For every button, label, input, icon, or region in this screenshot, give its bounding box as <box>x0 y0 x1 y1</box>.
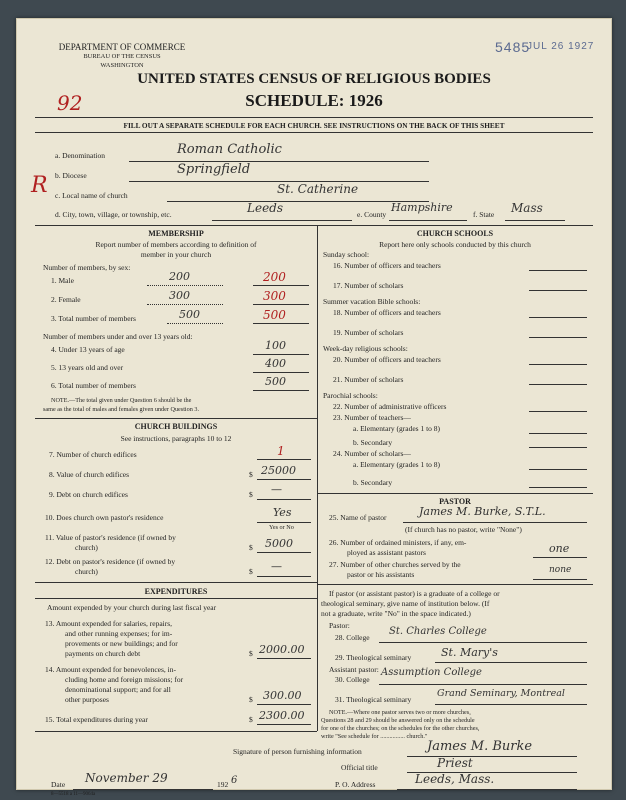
q13-value[interactable]: 2000.00 <box>259 643 305 656</box>
assistant-pastor-sublabel: Assistant pastor: <box>329 665 379 674</box>
county-label: e. County <box>357 210 387 219</box>
city-value[interactable]: Leeds <box>247 201 284 215</box>
q29-label: 29. Theological seminary <box>335 653 412 662</box>
graduate-note-2: theological seminary, give name of institution below. (If <box>321 599 490 608</box>
pastor-note-3: for one of the churches; on the schedules for the other churches, <box>321 725 480 732</box>
diocese-label: b. Diocese <box>55 171 87 180</box>
official-title-label: Official title <box>341 763 378 772</box>
q31-value[interactable]: Grand Seminary, Montreal <box>437 688 565 699</box>
graduate-note-1: If pastor (or assistant pastor) is a graduate of a college or <box>329 589 500 598</box>
po-address-value[interactable]: Leeds, Mass. <box>415 772 495 786</box>
q11-value[interactable]: 5000 <box>265 537 293 550</box>
membership-note-2: same as the total of males and females given under Question 3. <box>43 406 200 413</box>
q26-label: 26. Number of ordained ministers, if any, em- <box>329 538 467 547</box>
q26-value[interactable]: one <box>549 542 570 555</box>
q9-value[interactable]: — <box>271 483 282 496</box>
q18-label: 18. Number of officers and teachers <box>333 308 441 317</box>
date-year-prefix: 192 <box>217 780 229 789</box>
q10-value[interactable]: Yes <box>273 506 292 519</box>
stamp-number: 5485 <box>495 39 531 55</box>
q1-male-value[interactable]: 200 <box>263 270 286 284</box>
q31-label: 31. Theological seminary <box>335 695 412 704</box>
q2-label: 2. Female <box>51 295 81 304</box>
q24-label: 24. Number of scholars— <box>333 449 411 458</box>
q6-label: 6. Total number of members <box>51 381 136 390</box>
q13-dollar: $ <box>249 649 253 658</box>
membership-note-1: NOTE.—The total given under Question 6 should be the <box>51 397 192 404</box>
dept-name: DEPARTMENT OF COMMERCE <box>58 42 186 52</box>
q5-value[interactable]: 400 <box>265 357 286 370</box>
expenditures-heading: EXPENDITURES <box>144 587 208 596</box>
date-label: Date <box>51 780 66 789</box>
q14-value[interactable]: 300.00 <box>263 689 302 702</box>
q12-dollar: $ <box>249 567 253 576</box>
sunday-school-label: Sunday school: <box>323 250 370 259</box>
q14-label-3: denominational support; and for all <box>65 685 171 694</box>
q27-value[interactable]: none <box>549 565 572 575</box>
yes-no-caption: Yes or No <box>269 524 294 531</box>
summer-school-label: Summer vacation Bible schools: <box>323 297 421 306</box>
q22-label: 22. Number of administrative officers <box>333 402 447 411</box>
q7-label: 7. Number of church edifices <box>49 450 137 459</box>
q15-dollar: $ <box>249 715 253 724</box>
q14-label-2: cluding home and foreign missions; for <box>65 675 184 684</box>
q25-label: 25. Name of pastor <box>329 513 387 522</box>
membership-intro-1: Report number of members according to definition of <box>95 240 257 249</box>
city-name: WASHINGTON <box>100 62 144 69</box>
q8-dollar: $ <box>249 470 253 479</box>
q13-label-3: provements or new buildings; and for <box>65 639 178 648</box>
denomination-value[interactable]: Roman Catholic <box>177 142 282 157</box>
q3-draft: 500 <box>179 308 200 321</box>
buildings-subheading: See instructions, paragraphs 10 to 12 <box>120 434 232 443</box>
red-mark-r: R <box>31 173 48 198</box>
q11-dollar: $ <box>249 543 253 552</box>
schools-heading: CHURCH SCHOOLS <box>416 229 494 238</box>
department-heading <box>57 43 187 70</box>
q30-label: 30. College <box>335 675 370 684</box>
q8-label: 8. Value of church edifices <box>49 470 130 479</box>
q3-label: 3. Total number of members <box>51 314 136 323</box>
q5-label: 5. 13 years old and over <box>51 363 124 372</box>
instruction-line: FILL OUT A SEPARATE SCHEDULE FOR EACH CHURCH. SEE INSTRUCTIONS ON THE BACK OF THIS SHEET <box>123 121 505 130</box>
q14-dollar: $ <box>249 695 253 704</box>
po-address-label: P. O. Address <box>335 780 376 789</box>
parochial-school-label: Parochial schools: <box>323 391 378 400</box>
q6-value[interactable]: 500 <box>265 375 286 388</box>
q23-label: 23. Number of teachers— <box>333 413 411 422</box>
q15-value[interactable]: 2300.00 <box>259 709 305 722</box>
received-date-stamp: JUL 26 1927 <box>527 41 595 52</box>
pastor-note-1: NOTE.—Where one pastor serves two or more churches, <box>329 709 471 716</box>
form-number: 8—5518 a 11—9064a <box>51 792 96 797</box>
q28-value[interactable]: St. Charles College <box>389 626 487 637</box>
state-label: f. State <box>473 210 495 219</box>
date-value[interactable]: November 29 <box>85 771 168 785</box>
q14-label-4: other purposes <box>65 695 109 704</box>
q14-label: 14. Amount expended for benevolences, in- <box>45 665 177 674</box>
age-label: Number of members under and over 13 years old: <box>43 332 193 341</box>
q13-label-2: and other running expenses; for im- <box>65 629 173 638</box>
q8-value[interactable]: 25000 <box>261 464 296 477</box>
q24b-label: b. Secondary <box>353 478 393 487</box>
q1-draft: 200 <box>169 270 190 283</box>
expenditures-subheading: Amount expended by your church during last fiscal year <box>47 603 217 612</box>
q2-draft: 300 <box>169 289 190 302</box>
graduate-note-3: not a graduate, write "No" in the space indicated.) <box>321 609 471 618</box>
membership-heading: MEMBERSHIP <box>148 229 204 238</box>
q16-label: 16. Number of officers and teachers <box>333 261 441 270</box>
date-year-digit[interactable]: 6 <box>231 775 238 786</box>
q17-label: 17. Number of scholars <box>333 281 404 290</box>
q23a-label: a. Elementary (grades 1 to 8) <box>353 424 441 433</box>
q28-label: 28. College <box>335 633 370 642</box>
schools-intro: Report here only schools conducted by this church <box>379 240 531 249</box>
q12-label: 12. Debt on pastor's residence (if owned by <box>45 557 176 566</box>
q27-label: 27. Number of other churches served by the <box>329 560 461 569</box>
pastor-heading: PASTOR <box>439 497 471 506</box>
county-value[interactable]: Hampshire <box>391 201 453 214</box>
q21-label: 21. Number of scholars <box>333 375 404 384</box>
q12-value[interactable]: — <box>271 560 282 573</box>
form-title: UNITED STATES CENSUS OF RELIGIOUS BODIES <box>137 71 491 87</box>
form-subtitle: SCHEDULE: 1926 <box>245 91 383 110</box>
q13-label: 13. Amount expended for salaries, repairs, <box>45 619 173 628</box>
denomination-label: a. Denomination <box>55 151 105 160</box>
weekday-school-label: Week-day religious schools: <box>323 344 408 353</box>
church-name-label: c. Local name of church <box>55 191 128 200</box>
q30-value[interactable]: Assumption College <box>381 667 482 678</box>
signature-label: Signature of person furnishing information <box>233 747 362 756</box>
q19-label: 19. Number of scholars <box>333 328 404 337</box>
members-by-sex-label: Number of members, by sex: <box>43 263 131 272</box>
q25-note: (If church has no pastor, write "None") <box>405 525 522 534</box>
q7-value[interactable]: 1 <box>277 444 285 458</box>
membership-intro-2: member in your church <box>140 250 212 259</box>
state-value[interactable]: Mass <box>511 201 543 215</box>
q4-value[interactable]: 100 <box>265 339 286 352</box>
q10-label: 10. Does church own pastor's residence <box>45 513 164 522</box>
city-label: d. City, town, village, or township, etc. <box>55 210 172 219</box>
q24a-label: a. Elementary (grades 1 to 8) <box>353 460 441 469</box>
pastor-sublabel: Pastor: <box>329 621 350 630</box>
q9-label: 9. Debt on church edifices <box>49 490 128 499</box>
q9-dollar: $ <box>249 490 253 499</box>
official-title-value[interactable]: Priest <box>437 756 473 770</box>
pastor-note-2: Questions 28 and 29 should be answered only on the schedule <box>321 717 475 724</box>
q26-label-2: ployed as assistant pastors <box>347 548 426 557</box>
q12-label-2: church) <box>75 567 98 576</box>
q25-value[interactable]: James M. Burke, S.T.L. <box>419 505 546 518</box>
q3-total-value[interactable]: 500 <box>263 308 286 322</box>
bureau-name: BUREAU OF THE CENSUS <box>83 53 161 60</box>
q11-label-2: church) <box>75 543 98 552</box>
q4-label: 4. Under 13 years of age <box>51 345 125 354</box>
q29-value[interactable]: St. Mary's <box>441 646 498 659</box>
diocese-value[interactable]: Springfield <box>177 162 251 177</box>
q23b-label: b. Secondary <box>353 438 393 447</box>
q15-label: 15. Total expenditures during year <box>45 715 148 724</box>
red-mark-92: 92 <box>57 91 83 115</box>
church-name-value[interactable]: St. Catherine <box>277 182 359 196</box>
q11-label: 11. Value of pastor's residence (if owned by <box>45 533 176 542</box>
q20-label: 20. Number of officers and teachers <box>333 355 441 364</box>
signature-value[interactable]: James M. Burke <box>427 739 533 754</box>
q13-label-4: payments on church debt <box>65 649 141 658</box>
q1-label: 1. Male <box>51 276 74 285</box>
q27-label-2: pastor or his assistants <box>347 570 415 579</box>
census-schedule-sheet <box>16 18 612 797</box>
buildings-heading: CHURCH BUILDINGS <box>134 422 218 431</box>
q2-female-value[interactable]: 300 <box>263 289 286 303</box>
pastor-note-4: write "See schedule for ................ church." <box>321 733 428 740</box>
